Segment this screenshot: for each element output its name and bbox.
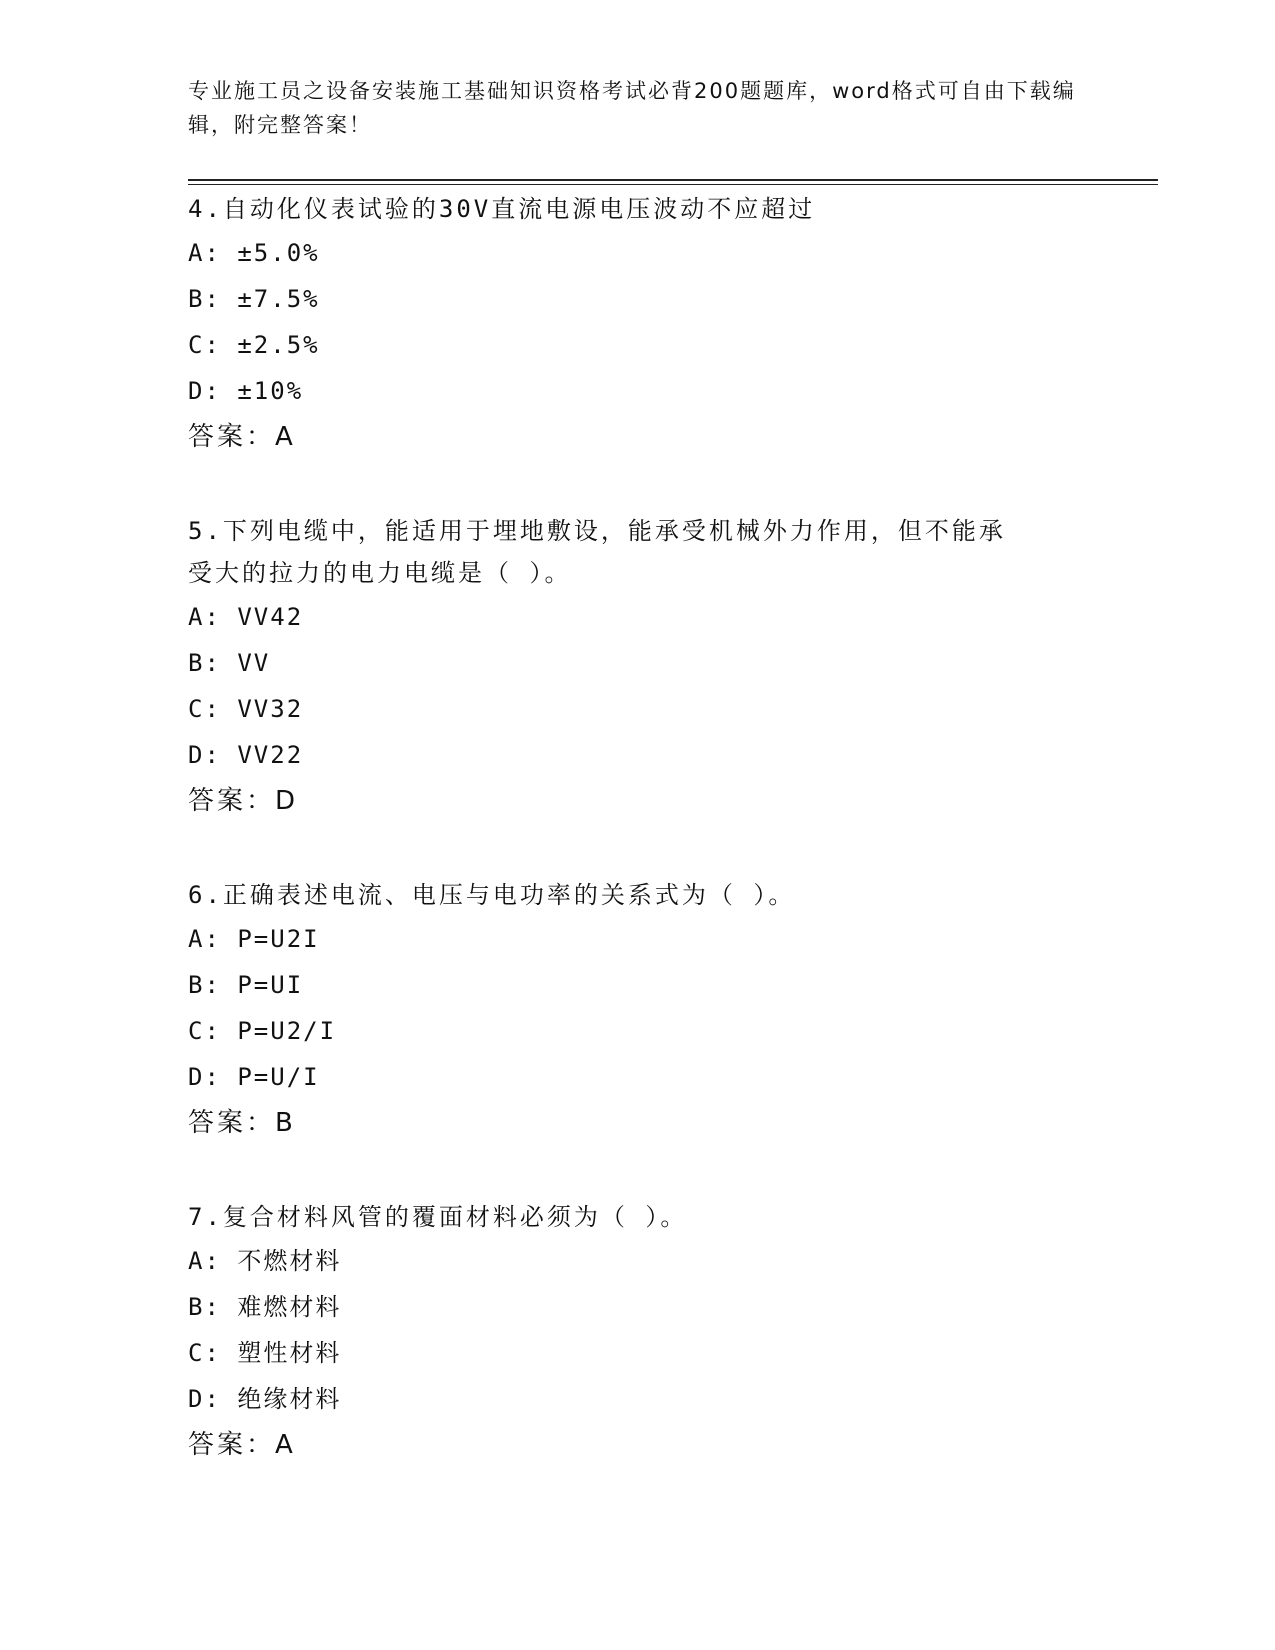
- question-stem: 6.正确表述电流、电压与电功率的关系式为（ ）。: [188, 881, 796, 909]
- question-stem: 7.复合材料风管的覆面材料必须为（ ）。: [188, 1203, 688, 1231]
- option-a: A: P=U2I: [188, 925, 320, 953]
- question-stem: 5.下列电缆中，能适用于埋地敷设，能承受机械外力作用，但不能承受大的拉力的电力电缆是（ ）。: [188, 517, 1006, 587]
- answer: 答案：D: [188, 786, 299, 816]
- option-c: C: VV32: [188, 695, 304, 723]
- option-b: B: VV: [188, 649, 271, 677]
- option-b: B: P=UI: [188, 971, 304, 999]
- option-d: D: ±10%: [188, 377, 304, 405]
- question-list: [188, 188, 1088, 1468]
- question-7: [188, 1196, 1088, 1468]
- header-divider-thin: [188, 184, 1158, 185]
- question-4: [188, 188, 1088, 460]
- answer: 答案：A: [188, 1430, 296, 1460]
- header-divider-thick: [188, 179, 1158, 181]
- option-b: B: 难燃材料: [188, 1293, 342, 1321]
- option-c: C: ±2.5%: [188, 331, 320, 359]
- question-5: [188, 510, 1088, 824]
- question-6: [188, 874, 1088, 1146]
- option-d: D: VV22: [188, 741, 304, 769]
- option-c: C: P=U2/I: [188, 1017, 337, 1045]
- answer: 答案：A: [188, 422, 296, 452]
- option-d: D: P=U/I: [188, 1063, 320, 1091]
- option-b: B: ±7.5%: [188, 285, 320, 313]
- answer: 答案：B: [188, 1108, 296, 1138]
- option-a: A: ±5.0%: [188, 239, 320, 267]
- option-d: D: 绝缘材料: [188, 1385, 342, 1413]
- document-header: 专业施工员之设备安装施工基础知识资格考试必背200题题库，word格式可自由下载编辑，附完整答案！: [188, 79, 1076, 137]
- question-stem: 4.自动化仪表试验的30V直流电源电压波动不应超过: [188, 195, 816, 223]
- option-c: C: 塑性材料: [188, 1339, 342, 1367]
- option-a: A: VV42: [188, 603, 304, 631]
- option-a: A: 不燃材料: [188, 1247, 342, 1275]
